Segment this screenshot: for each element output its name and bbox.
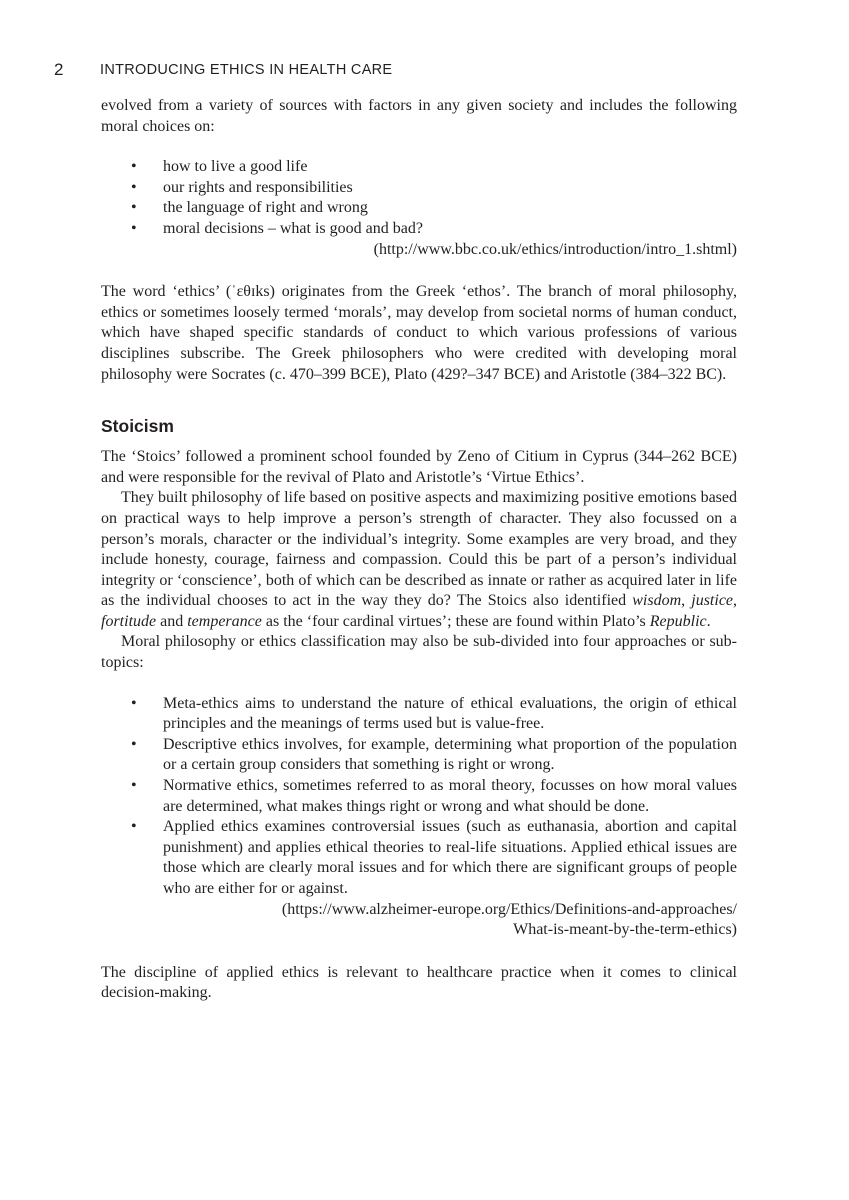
sentence-end: . [706,612,711,630]
list-item-text: moral decisions – what is good and bad? [163,219,423,237]
approaches-list [101,694,737,900]
classification-paragraph: Moral philosophy or ethics classification may also be sub-divided into four approaches or sub- topics: [101,633,737,672]
bullet-icon: • [131,219,137,237]
list-item [101,735,737,776]
list-item [101,817,737,899]
list-item [101,694,737,735]
list-item [101,178,737,199]
citation-alzheimer-line-1: (https://www.alzheimer-europe.org/Ethics/Definitions-and-approaches/ [281,900,737,918]
virtues-text: They built philosophy of life based on positive aspects and maximizing positive emotions based on practical ways to help improve a person’s strength of character. They also focussed on a person’s morals, character or the individual’s integrity. Some examples are very broad, and they include honesty, courage, fairness and compassion. Could this be part of a person’s individual integrity or ‘conscience’, both of which can be described as innate or rather as acquired later in life as the individual chooses to act in the way they do? The Stoics also identified [101,489,737,610]
list-item [101,198,737,219]
bullet-icon: • [131,777,137,795]
bullet-icon: • [131,178,137,196]
separator: , [733,592,738,610]
bullet-icon: • [131,818,137,836]
running-title: INTRODUCING ETHICS IN HEALTH CARE [100,62,393,78]
list-item-text: our rights and responsibilities [163,178,353,196]
citation-alzheimer-line-2: What-is-meant-by-the-term-ethics) [513,921,737,939]
closing-paragraph: The discipline of applied ethics is relevant to healthcare practice when it comes to clinical decision-making. [101,963,737,1002]
citation-bbc: (http://www.bbc.co.uk/ethics/introduction/intro_1.shtml) [373,240,737,258]
stoics-paragraph: The ‘Stoics’ followed a prominent school founded by Zeno of Citium in Cyprus (344–262 BCE) and were responsible for the revival of Plato and Aristotle’s ‘Virtue Ethics’. [101,448,737,486]
list-item-text: the language of right and wrong [163,199,368,217]
bullet-icon: • [131,694,137,712]
virtues-paragraph [101,488,737,632]
page-number: 2 [54,60,64,79]
list-item [101,776,737,817]
list-item-text: Normative ethics, sometimes referred to as moral theory, focusses on how moral values are determined, what makes things right or wrong and what should be done. [163,777,737,815]
list-item-text: Meta-ethics aims to understand the nature of ethical evaluations, the origin of ethical principles and the meanings of terms used but is value-free. [163,694,737,733]
virtue-wisdom: wisdom [632,592,682,610]
list-item-text: Applied ethics examines controversial issues (such as euthanasia, abortion and capital punishment) and applies ethical theories to real-life situations. Applied ethical issues are those which are clearly moral issues and for which there are significant groups of people who are either for or against. [163,818,737,897]
separator: and [156,612,188,630]
bullet-icon: • [131,199,137,217]
virtue-temperance: temperance [187,612,262,630]
separator: , [681,592,692,610]
bullet-icon: • [131,158,137,176]
intro-paragraph: evolved from a variety of sources with factors in any given society and includes the following moral choices on: [101,97,737,135]
ethics-paragraph: The word ‘ethics’ (ˈɛθɪks) originates from the Greek ‘ethos’. The branch of moral philosophy, ethics or sometimes loosely termed ‘morals’, may develop from societal norms of human conduct, which have shaped specific standards of conduct to which various professions of various disciplines subscribe. The Greek philosophers who were credited with developing moral philosophy were Socrates (c. 470–399 BCE), Plato (429?–347 BCE) and Aristotle (384–322 BC). [101,283,737,383]
virtues-text-mid: as the ‘four cardinal virtues’; these are found within Plato’s [261,612,650,630]
list-item [101,219,737,240]
virtue-justice: justice [691,592,734,610]
list-item-text: how to live a good life [163,158,308,176]
list-item-text: Descriptive ethics involves, for example, determining what proportion of the population or a certain group considers that something is right or wrong. [163,735,737,774]
virtue-fortitude: fortitude [101,612,157,630]
moral-choices-list [101,157,737,239]
list-item [101,157,737,178]
republic-title: Republic [649,612,707,630]
body-text [101,96,737,1004]
bullet-icon: • [131,735,137,753]
section-heading: Stoicism [101,416,174,437]
